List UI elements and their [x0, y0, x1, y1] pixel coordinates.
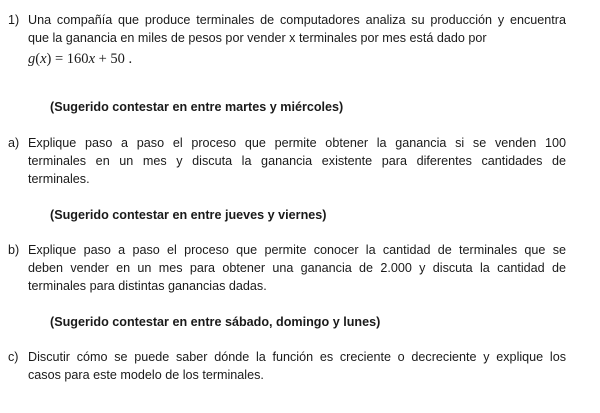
question-1-line-1: Una compañía que produce terminales de computadores analiza su producción y encuentra — [28, 13, 566, 27]
part-b-text — [28, 241, 566, 295]
part-c-line-1: Discutir cómo se puede saber dónde la función es creciente o decreciente y explique los — [28, 350, 566, 364]
question-1-text — [28, 11, 566, 68]
formula-rhs-variable: x — [88, 51, 95, 67]
question-1-line-2: que la ganancia en miles de pesos por vender x terminales por mes está dado por — [28, 31, 487, 45]
part-b-line-1: Explique paso a paso el proceso que permite conocer la cantidad de terminales que se — [28, 243, 566, 257]
part-a-line-2: terminales en un mes y discuta la ganancia existente para diferentes cantidades de — [28, 154, 566, 168]
suggestion-3: (Sugerido contestar en entre sábado, domingo y lunes) — [50, 315, 381, 329]
question-number: 1) — [8, 13, 20, 27]
suggestion-1: (Sugerido contestar en entre martes y miércoles) — [50, 100, 344, 114]
formula-rhs-suffix: + 50 . — [95, 51, 133, 67]
part-a-text — [28, 134, 566, 188]
formula-function-name: g — [28, 51, 36, 67]
formula-rhs-prefix: = 160 — [51, 51, 89, 67]
part-b-marker: b) — [8, 243, 20, 257]
part-b-line-3: terminales para distintas ganancias dadas. — [28, 279, 267, 293]
part-a-line-1: Explique paso a paso el proceso que permite obtener la ganancia si se venden 100 — [28, 136, 566, 150]
part-b-line-2: deben vender en un mes para obtener una ganancia de 2.000 y discuta la cantidad de — [28, 261, 566, 275]
part-a-line-3: terminales. — [28, 172, 90, 186]
suggestion-2: (Sugerido contestar en entre jueves y viernes) — [50, 208, 327, 222]
part-c-text — [28, 348, 566, 384]
part-c-line-2: casos para este modelo de los terminales. — [28, 368, 264, 382]
formula-close-paren: ) — [46, 51, 52, 67]
formula-variable: x — [40, 51, 47, 67]
part-c-marker: c) — [8, 350, 19, 364]
profit-formula — [28, 50, 566, 68]
part-a-marker: a) — [8, 136, 20, 150]
formula-open-paren: ( — [35, 51, 41, 67]
